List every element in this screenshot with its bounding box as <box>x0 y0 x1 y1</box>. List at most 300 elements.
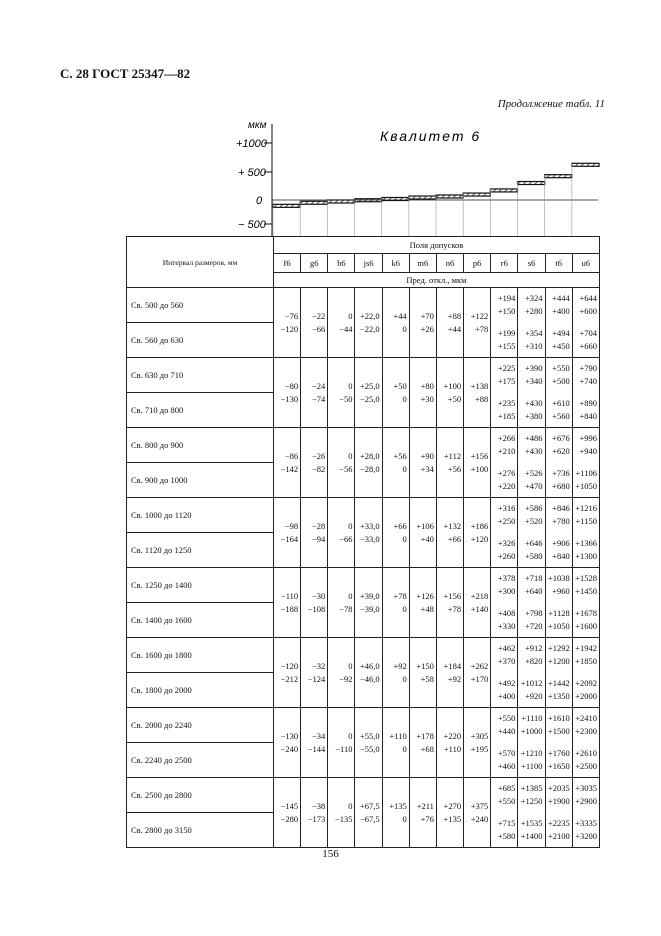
upper-deviation: +494 <box>552 327 570 338</box>
deviation-cell <box>464 288 491 358</box>
upper-deviation: +462 <box>497 643 516 654</box>
deviation-cell <box>382 708 409 778</box>
deviation-cell <box>436 428 463 498</box>
lower-deviation: +76 <box>420 813 434 824</box>
deviation-cell <box>382 778 409 848</box>
upper-deviation: +225 <box>497 363 516 374</box>
lower-deviation: −66 <box>312 323 326 334</box>
upper-deviation: +704 <box>579 327 597 338</box>
lower-deviation: −28,0 <box>359 463 380 474</box>
deviation-cell <box>572 288 599 323</box>
lower-deviation: −108 <box>307 603 326 614</box>
lower-deviation: +340 <box>525 376 543 387</box>
deviation-cell <box>545 708 572 743</box>
deviation-cell <box>301 638 328 708</box>
lower-deviation: +150 <box>497 306 516 317</box>
lower-deviation: 0 <box>402 603 407 614</box>
deviation-cell <box>518 498 545 533</box>
table-row <box>127 778 600 813</box>
lower-deviation: +3200 <box>575 830 597 841</box>
page-number: 156 <box>322 848 339 860</box>
deviation-cell <box>572 428 599 463</box>
lower-deviation: +120 <box>470 533 489 544</box>
deviation-cell <box>572 533 599 568</box>
lower-deviation: +48 <box>420 603 434 614</box>
lower-deviation: +470 <box>525 480 543 491</box>
upper-deviation: +220 <box>443 730 462 741</box>
tolerance-band-js6 <box>355 199 382 202</box>
lower-deviation: +68 <box>420 743 434 754</box>
upper-deviation: 0 <box>348 800 353 811</box>
deviation-cell <box>518 533 545 568</box>
lower-deviation: +620 <box>552 446 570 457</box>
lower-deviation: +88 <box>474 393 489 404</box>
lower-deviation: −44 <box>339 323 353 334</box>
upper-deviation: +1942 <box>575 643 597 654</box>
upper-deviation: +798 <box>525 607 543 618</box>
upper-deviation: +846 <box>552 503 570 514</box>
lower-deviation: +380 <box>525 410 543 421</box>
lower-deviation: +260 <box>497 550 516 561</box>
deviation-cell <box>545 428 572 463</box>
deviation-cell <box>355 428 382 498</box>
upper-deviation: −32 <box>312 660 326 671</box>
deviation-cell <box>301 778 328 848</box>
upper-deviation: +2235 <box>547 817 570 828</box>
lower-deviation: +34 <box>420 463 434 474</box>
lower-deviation: +430 <box>525 446 543 457</box>
interval-label: Св. 1400 до 1600 <box>127 603 274 638</box>
deviation-cell <box>518 428 545 463</box>
tick-label: +1000 <box>236 138 267 150</box>
table-row <box>127 428 600 463</box>
interval-header: Интервал размеров, мм <box>127 237 274 288</box>
deviation-cell <box>274 638 301 708</box>
upper-deviation: 0 <box>348 660 353 671</box>
table-row <box>127 358 600 393</box>
deviation-cell <box>518 568 545 603</box>
upper-deviation: +646 <box>525 537 543 548</box>
tolerance-band-n6 <box>436 195 463 198</box>
lower-deviation: +280 <box>525 306 543 317</box>
upper-deviation: +106 <box>416 520 434 531</box>
upper-deviation: −34 <box>312 730 326 741</box>
deviation-cell <box>382 288 409 358</box>
deviation-cell <box>572 673 599 708</box>
lower-deviation: −144 <box>307 743 326 754</box>
upper-deviation: +25,0 <box>359 380 380 391</box>
upper-deviation: +570 <box>497 747 516 758</box>
lower-deviation: +92 <box>447 673 462 684</box>
deviation-cell <box>274 498 301 568</box>
lower-deviation: +780 <box>552 516 570 527</box>
deviation-cell <box>436 568 463 638</box>
lower-deviation: −240 <box>280 743 299 754</box>
lower-deviation: +720 <box>525 620 543 631</box>
deviation-cell <box>464 358 491 428</box>
lower-deviation: −67,5 <box>359 813 380 824</box>
deviation-cell <box>572 568 599 603</box>
upper-deviation: −28 <box>312 520 326 531</box>
upper-deviation: +526 <box>525 467 543 478</box>
deviation-cell <box>518 463 545 498</box>
upper-deviation: +1128 <box>548 607 570 618</box>
lower-deviation: +580 <box>525 550 543 561</box>
upper-deviation: +3335 <box>575 817 597 828</box>
upper-deviation: +3035 <box>575 783 597 794</box>
lower-deviation: +450 <box>552 340 570 351</box>
upper-deviation: +644 <box>579 293 597 304</box>
upper-deviation: +39,0 <box>359 590 380 601</box>
deviation-cell <box>518 708 545 743</box>
lower-deviation: −66 <box>339 533 353 544</box>
lower-deviation: +330 <box>497 620 516 631</box>
upper-deviation: +996 <box>579 433 597 444</box>
lower-deviation: −280 <box>280 813 299 824</box>
lower-deviation: +640 <box>525 586 543 597</box>
upper-deviation: +22,0 <box>359 310 380 321</box>
lower-deviation: 0 <box>402 813 407 824</box>
upper-deviation: +354 <box>525 327 543 338</box>
lower-deviation: +740 <box>579 376 597 387</box>
table-row <box>127 288 600 323</box>
interval-label: Св. 630 до 710 <box>127 358 274 393</box>
upper-deviation: +550 <box>497 713 516 724</box>
deviation-cell <box>518 323 545 358</box>
lower-deviation: −78 <box>339 603 353 614</box>
table-row <box>127 568 600 603</box>
deviation-cell <box>572 708 599 743</box>
upper-deviation: −26 <box>312 450 326 461</box>
deviation-cell <box>328 638 355 708</box>
tick-label: + 500 <box>238 167 266 179</box>
deviation-cell <box>301 708 328 778</box>
deviation-cell <box>491 358 518 393</box>
lower-deviation: +66 <box>447 533 462 544</box>
lower-deviation: +170 <box>470 673 489 684</box>
field-header: r6 <box>491 254 518 273</box>
deviation-cell <box>572 778 599 813</box>
deviation-cell <box>491 778 518 813</box>
lower-deviation: +155 <box>497 340 516 351</box>
lower-deviation: +26 <box>420 323 434 334</box>
deviation-cell <box>328 498 355 568</box>
lower-deviation: +30 <box>420 393 434 404</box>
upper-deviation: +1366 <box>575 537 597 548</box>
deviation-cell <box>436 288 463 358</box>
lower-deviation: +1500 <box>547 726 570 737</box>
deviation-cell <box>518 638 545 673</box>
lower-deviation: +2000 <box>575 690 597 701</box>
field-header: k6 <box>382 254 409 273</box>
units-header: Пред. откл., мкм <box>274 273 600 288</box>
upper-deviation: +70 <box>420 310 434 321</box>
upper-deviation: +1038 <box>547 573 570 584</box>
upper-deviation: +1012 <box>520 677 543 688</box>
upper-deviation: +1760 <box>547 747 570 758</box>
upper-deviation: +316 <box>497 503 516 514</box>
deviation-cell <box>301 288 328 358</box>
deviation-cell <box>382 638 409 708</box>
deviation-cell <box>274 568 301 638</box>
upper-deviation: +80 <box>420 380 434 391</box>
upper-deviation: −24 <box>312 380 326 391</box>
tolerance-band-m6 <box>409 196 436 199</box>
lower-deviation: +1350 <box>547 690 570 701</box>
deviation-cell <box>545 393 572 428</box>
upper-deviation: +138 <box>470 380 489 391</box>
deviation-cell <box>274 708 301 778</box>
lower-deviation: −120 <box>280 323 299 334</box>
deviation-cell <box>328 358 355 428</box>
upper-deviation: +186 <box>470 520 489 531</box>
deviation-cell <box>301 568 328 638</box>
field-header: t6 <box>545 254 572 273</box>
lower-deviation: 0 <box>402 743 407 754</box>
lower-deviation: −82 <box>312 463 326 474</box>
upper-deviation: +90 <box>420 450 434 461</box>
lower-deviation: −74 <box>312 393 326 404</box>
upper-deviation: −80 <box>284 380 299 391</box>
deviation-cell <box>409 428 436 498</box>
lower-deviation: +1900 <box>547 796 570 807</box>
upper-deviation: +408 <box>497 607 516 618</box>
upper-deviation: +550 <box>552 363 570 374</box>
deviation-cell <box>436 358 463 428</box>
field-header: m6 <box>409 254 436 273</box>
lower-deviation: +210 <box>497 446 516 457</box>
lower-deviation: −50 <box>339 393 353 404</box>
lower-deviation: +2300 <box>575 726 597 737</box>
upper-deviation: +2092 <box>575 677 597 688</box>
field-header: u6 <box>572 254 599 273</box>
table-row <box>127 638 600 673</box>
deviation-cell <box>545 533 572 568</box>
deviation-cell <box>572 743 599 778</box>
upper-deviation: +178 <box>416 730 434 741</box>
lower-deviation: −46,0 <box>359 673 380 684</box>
interval-label: Св. 800 до 900 <box>127 428 274 463</box>
deviation-cell <box>328 568 355 638</box>
lower-deviation: +1150 <box>575 516 597 527</box>
lower-deviation: 0 <box>402 533 407 544</box>
lower-deviation: −142 <box>280 463 299 474</box>
deviation-cell <box>301 358 328 428</box>
tick-label: 0 <box>256 195 263 207</box>
deviation-cell <box>545 813 572 848</box>
lower-deviation: +100 <box>470 463 489 474</box>
tolerance-band-k6 <box>382 197 409 200</box>
upper-deviation: +126 <box>416 590 434 601</box>
deviation-cell <box>436 638 463 708</box>
upper-deviation: +194 <box>497 293 516 304</box>
lower-deviation: +135 <box>443 813 462 824</box>
lower-deviation: +300 <box>497 586 516 597</box>
lower-deviation: +460 <box>497 760 516 771</box>
upper-deviation: +324 <box>525 293 543 304</box>
upper-deviation: +28,0 <box>359 450 380 461</box>
upper-deviation: +890 <box>579 397 597 408</box>
tolerance-table <box>126 236 600 848</box>
lower-deviation: 0 <box>402 673 407 684</box>
upper-deviation: +135 <box>389 800 407 811</box>
deviation-cell <box>518 358 545 393</box>
lower-deviation: +58 <box>420 673 434 684</box>
lower-deviation: +195 <box>470 743 489 754</box>
upper-deviation: +718 <box>525 573 543 584</box>
deviation-cell <box>545 323 572 358</box>
lower-deviation: +310 <box>525 340 543 351</box>
deviation-cell <box>355 638 382 708</box>
deviation-cell <box>301 428 328 498</box>
deviation-cell <box>382 428 409 498</box>
deviation-cell <box>491 393 518 428</box>
upper-deviation: +486 <box>525 433 543 444</box>
deviation-cell <box>491 603 518 638</box>
deviation-cell <box>491 498 518 533</box>
tolerance-band-u6 <box>572 163 599 166</box>
interval-label: Св. 900 до 1000 <box>127 463 274 498</box>
upper-deviation: +1210 <box>520 747 543 758</box>
upper-deviation: +586 <box>525 503 543 514</box>
lower-deviation: 0 <box>402 393 407 404</box>
upper-deviation: +132 <box>443 520 462 531</box>
deviation-cell <box>355 778 382 848</box>
upper-deviation: +122 <box>470 310 489 321</box>
deviation-cell <box>545 673 572 708</box>
upper-deviation: +199 <box>497 327 516 338</box>
upper-deviation: +736 <box>552 467 570 478</box>
upper-deviation: +112 <box>443 450 462 461</box>
lower-deviation: +370 <box>497 656 516 667</box>
upper-deviation: +110 <box>389 730 407 741</box>
lower-deviation: +940 <box>579 446 597 457</box>
upper-deviation: +150 <box>416 660 434 671</box>
deviation-cell <box>274 358 301 428</box>
interval-label: Св. 500 до 560 <box>127 288 274 323</box>
upper-deviation: +685 <box>497 783 516 794</box>
upper-deviation: +46,0 <box>359 660 380 671</box>
upper-deviation: +2410 <box>575 713 597 724</box>
lower-deviation: +550 <box>497 796 516 807</box>
upper-deviation: +88 <box>447 310 462 321</box>
lower-deviation: −56 <box>339 463 353 474</box>
upper-deviation: −30 <box>312 590 326 601</box>
deviation-cell <box>301 498 328 568</box>
deviation-cell <box>518 393 545 428</box>
deviation-cell <box>355 568 382 638</box>
table-continuation-note: Продолжение табл. 11 <box>497 98 605 110</box>
deviation-cell <box>491 813 518 848</box>
lower-deviation: +175 <box>497 376 516 387</box>
deviation-cell <box>572 323 599 358</box>
deviation-cell <box>464 428 491 498</box>
lower-deviation: +1000 <box>520 726 543 737</box>
upper-deviation: +50 <box>393 380 407 391</box>
deviation-cell <box>464 708 491 778</box>
lower-deviation: −164 <box>280 533 299 544</box>
tick-label: − 500 <box>238 219 266 231</box>
lower-deviation: 0 <box>402 323 407 334</box>
tolerance-band-h6 <box>327 200 354 203</box>
lower-deviation: +1400 <box>520 830 543 841</box>
lower-deviation: +840 <box>579 410 597 421</box>
upper-deviation: +715 <box>497 817 516 828</box>
lower-deviation: +660 <box>579 340 597 351</box>
upper-deviation: +44 <box>393 310 407 321</box>
upper-deviation: +305 <box>470 730 489 741</box>
upper-deviation: +430 <box>525 397 543 408</box>
deviation-cell <box>545 358 572 393</box>
upper-deviation: +156 <box>443 590 462 601</box>
deviation-cell <box>572 603 599 638</box>
upper-deviation: −38 <box>312 800 326 811</box>
upper-deviation: +2035 <box>547 783 570 794</box>
deviation-cell <box>409 498 436 568</box>
lower-deviation: −135 <box>334 813 353 824</box>
lower-deviation: +560 <box>552 410 570 421</box>
upper-deviation: +156 <box>470 450 489 461</box>
upper-deviation: +262 <box>470 660 489 671</box>
lower-deviation: −39,0 <box>359 603 380 614</box>
lower-deviation: −33,0 <box>359 533 380 544</box>
lower-deviation: +400 <box>552 306 570 317</box>
upper-deviation: +100 <box>443 380 462 391</box>
lower-deviation: +500 <box>552 376 570 387</box>
tolerance-band-t6 <box>545 175 572 178</box>
lower-deviation: −94 <box>312 533 326 544</box>
deviation-cell <box>491 638 518 673</box>
upper-deviation: +1106 <box>575 467 597 478</box>
lower-deviation: +820 <box>525 656 543 667</box>
deviation-cell <box>518 743 545 778</box>
upper-deviation: +218 <box>470 590 489 601</box>
deviation-cell <box>545 603 572 638</box>
deviation-cell <box>572 498 599 533</box>
upper-deviation: +444 <box>552 293 570 304</box>
lower-deviation: +440 <box>497 726 516 737</box>
upper-deviation: +56 <box>393 450 407 461</box>
upper-deviation: −145 <box>280 800 299 811</box>
upper-deviation: +375 <box>470 800 489 811</box>
deviation-cell <box>409 358 436 428</box>
deviation-cell <box>436 498 463 568</box>
lower-deviation: +56 <box>447 463 462 474</box>
deviation-cell <box>355 708 382 778</box>
deviation-cell <box>491 463 518 498</box>
upper-deviation: +55,0 <box>359 730 380 741</box>
lower-deviation: +1200 <box>547 656 570 667</box>
lower-deviation: +920 <box>525 690 543 701</box>
lower-deviation: +600 <box>579 306 597 317</box>
field-header: s6 <box>518 254 545 273</box>
deviation-cell <box>572 393 599 428</box>
upper-deviation: +1385 <box>520 783 543 794</box>
deviation-cell <box>491 428 518 463</box>
interval-label: Св. 1250 до 1400 <box>127 568 274 603</box>
deviation-cell <box>274 778 301 848</box>
lower-deviation: +1100 <box>521 760 543 771</box>
lower-deviation: +78 <box>474 323 489 334</box>
interval-label: Св. 1600 до 1800 <box>127 638 274 673</box>
lower-deviation: +520 <box>525 516 543 527</box>
deviation-cell <box>491 533 518 568</box>
tolerance-band-s6 <box>518 182 545 185</box>
lower-deviation: +2100 <box>547 830 570 841</box>
upper-deviation: +1216 <box>575 503 597 514</box>
upper-deviation: −86 <box>284 450 299 461</box>
deviation-cell <box>518 673 545 708</box>
